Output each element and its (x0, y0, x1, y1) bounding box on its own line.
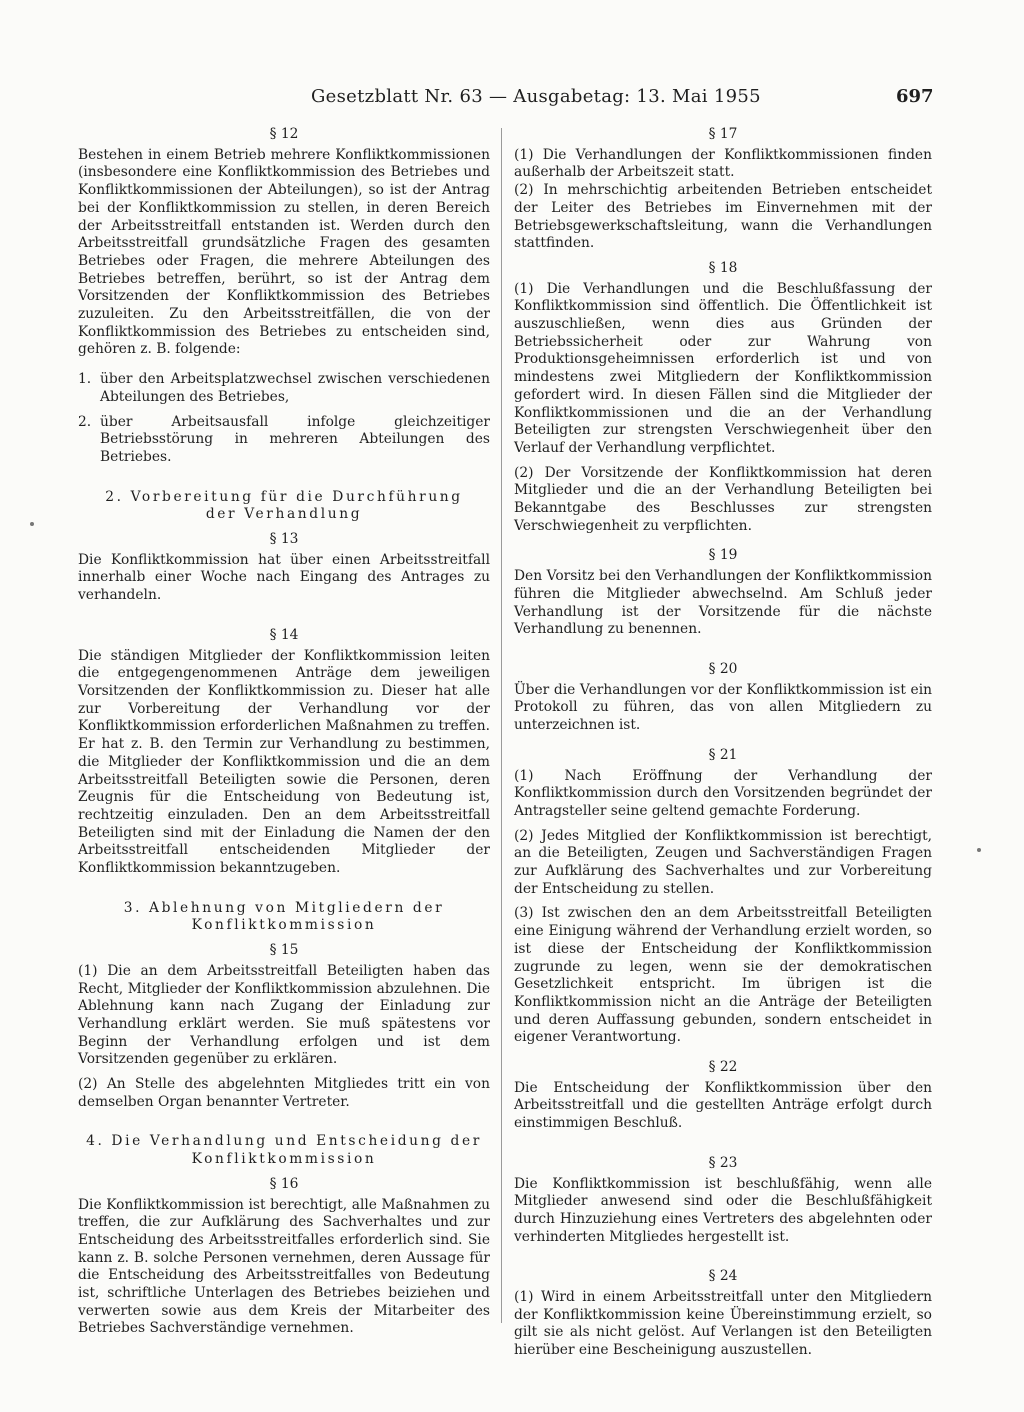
section-sign: § 18 (708, 259, 738, 276)
chapter-heading: 3. Ablehnung von Mitgliedern der (123, 899, 445, 916)
right-column (514, 126, 932, 1360)
paragraph: (1) Die Verhandlungen der Konfliktkommissionen finden außerhalb der Arbeitszeit statt. (514, 146, 932, 181)
section-sign: § 15 (269, 942, 299, 959)
scan-speck (30, 522, 34, 526)
paragraph: Über die Verhandlungen vor der Konfliktkommission ist ein Protokoll zu führen, das von allen Mitgliedern zu unterzeichnen ist. (514, 681, 932, 734)
paragraph: Den Vorsitz bei den Verhandlungen der Konfliktkommission führen die Mitglieder abwechselnd. Am Schluß jeder Verhandlung ist der Vorsitzende für die nächste Verhandlung zu benennen. (514, 568, 932, 638)
paragraph: Die Konfliktkommission hat über einen Arbeitsstreitfall innerhalb einer Woche nach Eingang des Antrages zu verhandeln. (78, 551, 490, 604)
paragraph: Die ständigen Mitglieder der Konfliktkommission leiten die entgegengenommenen Anträge dem jeweiligen Vorsitzenden der Konfliktkommission zu. Dieser hat alle zur Vorbereitung der Verhandlung vor der Konfliktkommission erforderlichen Maßnahmen zu treffen. Er hat z. B. den Termin zur Verhandlung zu bestimmen, die Mitglieder der Konfliktkommission und die an dem Arbeitsstreitfall Beteiligten sowie die Personen, deren Zeugnis für die Entscheidung von Bedeutung ist, rechtzeitig einzuladen. Den an dem Arbeitsstreitfall Beteiligten sind mit der Einladung die Namen der den Arbeitsstreitfall entscheidenden Mitglieder der Konfliktkommission bekanntzugeben. (78, 647, 490, 877)
paragraph: Die Konfliktkommission ist beschlußfähig, wenn alle Mitglieder anwesend sind oder die Beschlußfähigkeit durch Hinzuziehung eines Vertreters des abgelehnten oder verhinderten Mitgliedes hergestellt ist. (514, 1175, 932, 1245)
chapter-heading: Konfliktkommission (191, 917, 377, 934)
section-sign: § 13 (269, 531, 299, 548)
paragraph: Die Konfliktkommission ist berechtigt, alle Maßnahmen zu treffen, die zur Aufklärung des Sachverhaltes und zur Entscheidung des Arbeitsstreitfalles erforderlich sind. Sie kann z. B. solche Personen vernehmen, deren Aussage für die Entscheidung des Arbeitsstreitfalles von Bedeutung ist, schriftliche Unterlagen des Betriebes beiziehen und verwerten sowie aus dem Kreis der Mitarbeiter des Betriebes Sachverständige vernehmen. (78, 1196, 490, 1337)
list-item (78, 371, 490, 406)
section-sign: § 23 (708, 1154, 738, 1171)
header-title: Gesetzblatt Nr. 63 — Ausgabetag: 13. Mai 1955 (311, 86, 761, 107)
paragraph: (2) Der Vorsitzende der Konfliktkommission hat deren Mitglieder und die an der Verhandlung Beteiligten bei Bekanntgabe des Beschlusses zur strengsten Verschwiegenheit zu verpflichten. (514, 464, 932, 534)
section-sign: § 24 (708, 1268, 738, 1285)
section-sign: § 20 (708, 660, 738, 677)
list-number: 2. (78, 413, 92, 430)
paragraph: (1) Die Verhandlungen und die Beschlußfassung der Konfliktkommission sind öffentlich. Die Öffentlichkeit ist auszuschließen, wenn dies aus Gründen der Betriebssicherheit oder zur Wahrung von Produktionsgeheimnissen erforderlich ist und von mindestens zwei Mitgliedern der Konfliktkommission gefordert wird. In diesen Fällen sind die Mitglieder der Konfliktkommissionen und die an der Verhandlung Beteiligten zur strengsten Verschwiegenheit über den Verlauf der Verhandlung verpflichtet. (514, 280, 932, 456)
chapter-heading: Konfliktkommission (191, 1151, 377, 1168)
section-sign: § 12 (269, 126, 299, 142)
section-sign: § 17 (708, 126, 738, 142)
scan-speck (977, 848, 981, 852)
list-number: 1. (78, 371, 92, 388)
section-sign: § 21 (708, 746, 738, 763)
section-sign: § 19 (708, 547, 738, 564)
section-sign: § 22 (708, 1059, 738, 1076)
paragraph: (1) Nach Eröffnung der Verhandlung der Konfliktkommission durch den Vorsitzenden begründet der Antragsteller seine geltend gemachte Forderung. (514, 767, 932, 819)
paragraph: (1) Die an dem Arbeitsstreitfall Beteiligten haben das Recht, Mitglieder der Konfliktkommission abzulehnen. Die Ablehnung kann nach Zugang der Einladung zur Verhandlung erklärt werden. Sie muß spätestens vor Beginn der Verhandlung erfolgen und ist dem Vorsitzenden gegenüber zu erklären. (78, 962, 490, 1068)
chapter-heading: 4. Die Verhandlung und Entscheidung der (86, 1133, 482, 1150)
paragraph: (3) Ist zwischen den an dem Arbeitsstreitfall Beteiligten eine Einigung während der Verhandlung erzielt worden, so ist diese der Entscheidung der Konfliktkommission zugrunde zu legen, wenn sie der demokratischen Gesetzlichkeit entspricht. Im übrigen ist die Konfliktkommission nicht an die Anträge der Beteiligten und deren Auffassung gebunden, sondern entscheidet in eigener Verantwortung. (514, 905, 932, 1046)
paragraph: Bestehen in einem Betrieb mehrere Konfliktkommissionen (insbesondere eine Konfliktkommission des Betriebes und Konfliktkommissionen der Abteilungen), so ist der Antrag bei der Konfliktkommission zu stellen, in deren Bereich der Arbeitsstreitfall entstanden ist. Werden durch den Arbeitsstreitfall grundsätzliche Fragen des gesamten Betriebes oder Fragen, die mehrere Abteilungen des Betriebes betreffen, berührt, so ist der Antrag dem Vorsitzenden der Konfliktkommission des Betriebes zuzuleiten. Zu den Arbeitsstreitfällen, die von der Konfliktkommission des Betriebes zu entscheiden sind, gehören z. B. folgende: (78, 146, 490, 358)
list-item (78, 414, 490, 467)
chapter-heading: 2. Vorbereitung für die Durchführung (105, 488, 463, 505)
paragraph: (2) An Stelle des abgelehnten Mitgliedes tritt ein von demselben Organ benannter Vertreter. (78, 1076, 490, 1110)
chapter-heading: der Verhandlung (205, 506, 363, 523)
section-sign: § 16 (269, 1175, 299, 1192)
list-text: über Arbeitsausfall infolge gleichzeitiger Betriebsstörung in mehreren Abteilungen des Betriebes. (100, 413, 490, 465)
left-column (78, 126, 490, 1338)
paragraph: Die Entscheidung der Konfliktkommission über den Arbeitsstreitfall und die gestellten Anträge erfolgt durch einstimmigen Beschluß. (514, 1079, 932, 1132)
paragraph: (2) Jedes Mitglied der Konfliktkommission ist berechtigt, an die Beteiligten, Zeugen und Sachverständigen Fragen zur Aufklärung des Sachverhaltes und zur Vorbereitung der Entscheidung zu stellen. (514, 827, 932, 897)
page-number: 697 (896, 86, 934, 107)
paragraph: (1) Wird in einem Arbeitsstreitfall unter den Mitgliedern der Konfliktkommission keine Übereinstimmung erzielt, so gilt sie als nicht gelöst. Auf Verlangen ist den Beteiligten hierüber eine Bescheinigung auszustellen. (514, 1289, 932, 1359)
page-header (0, 86, 1024, 116)
column-divider (501, 128, 502, 1323)
section-sign: § 14 (269, 626, 299, 643)
paragraph: (2) In mehrschichtig arbeitenden Betrieben entscheidet der Leiter des Betriebes im Einvernehmen mit der Betriebsgewerkschaftsleitung, wann die Verhandlungen stattfinden. (514, 182, 932, 252)
list-text: über den Arbeitsplatzwechsel zwischen verschiedenen Abteilungen des Betriebes, (100, 371, 490, 405)
